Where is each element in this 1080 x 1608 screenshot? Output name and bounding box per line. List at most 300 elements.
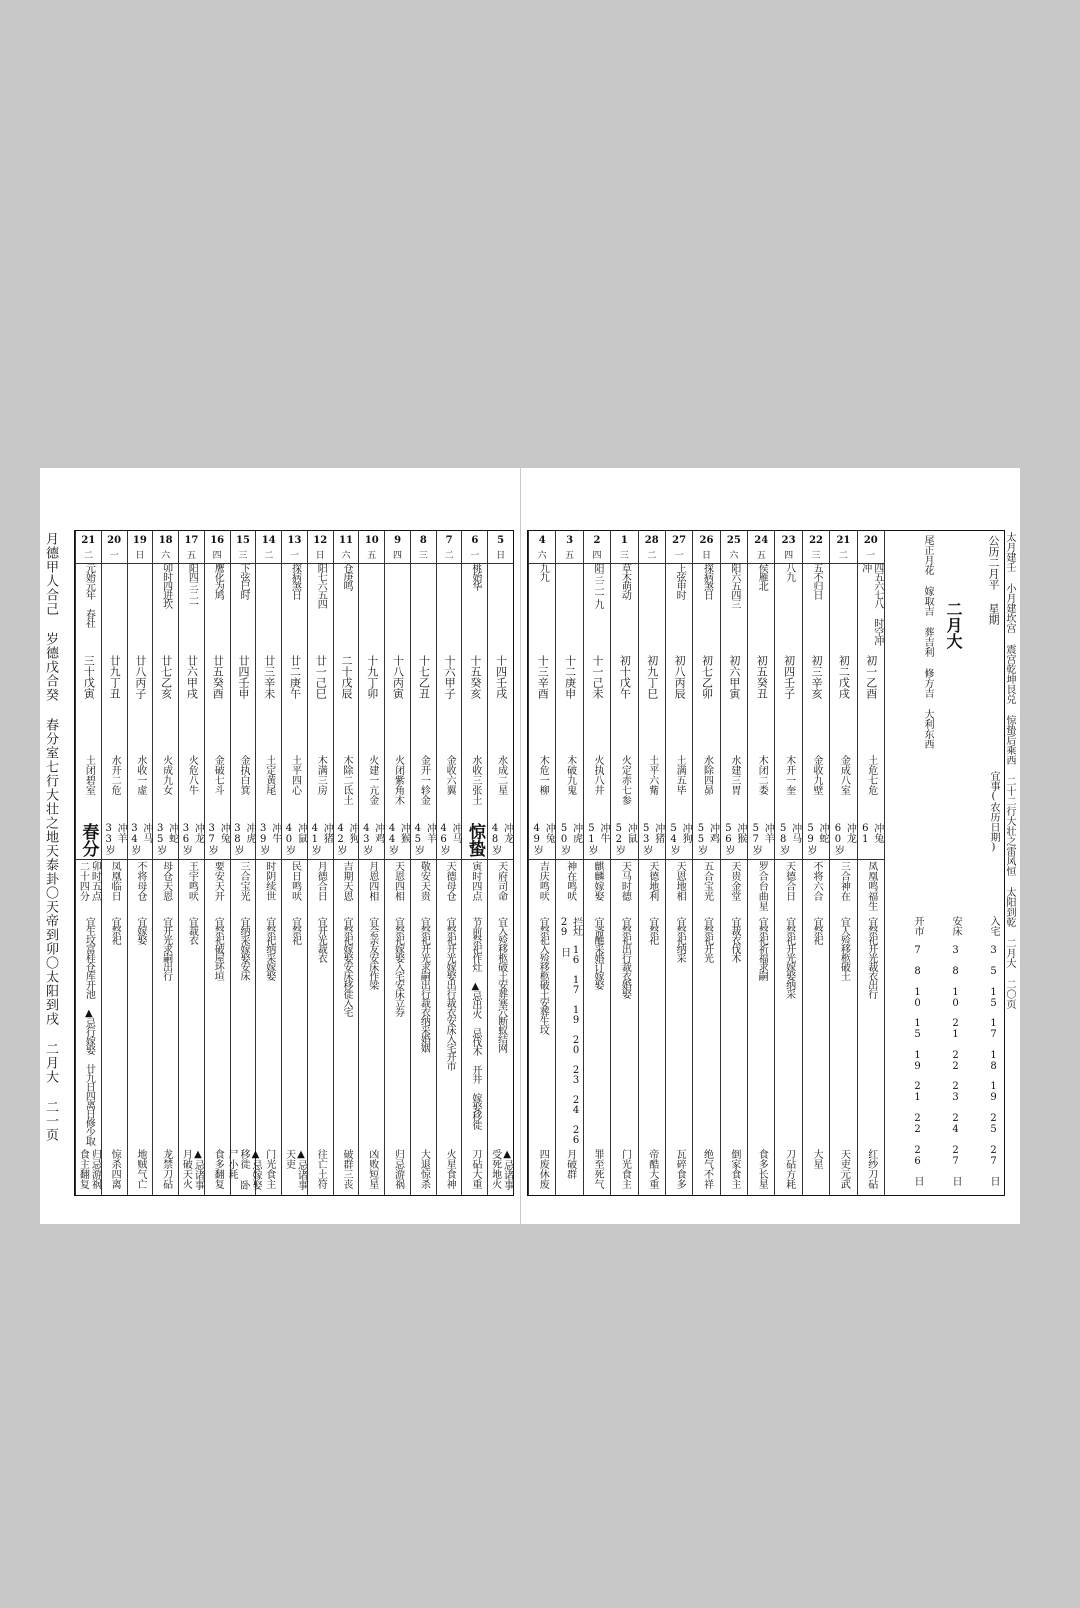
day-deity: 凤凰鸣福生 <box>865 861 877 911</box>
lucky-day-value: 23 <box>950 1081 961 1104</box>
solar-event: 探病煞日 <box>289 563 301 599</box>
lucky-day-value: 3 <box>988 945 999 957</box>
lucky-day-value: 22 <box>912 1112 923 1135</box>
chong-age: 冲马46岁 <box>437 823 462 860</box>
day-number: 26 <box>699 535 714 546</box>
xingxiu: 木危一柳 <box>537 755 549 795</box>
solar-event: 桃始华 <box>469 563 481 590</box>
xingxiu: 水收一虚 <box>134 755 146 795</box>
day-column <box>101 531 127 1195</box>
lucky-day-value: 8 <box>950 965 961 977</box>
day-deity: 时阴续世 <box>263 861 275 901</box>
day-number: 20 <box>107 535 122 546</box>
lucky-day-value: 19 <box>912 1049 923 1072</box>
chong-age: 冲鸡43岁 <box>359 823 384 860</box>
weekday: 五 <box>748 549 774 564</box>
xingxiu: 土平六觜 <box>646 755 658 795</box>
ganzhi-date: 十二庚申 <box>563 655 577 699</box>
solar-event: 仓庚鸣 <box>341 563 353 590</box>
solar-event: 阳三二一九 <box>591 563 603 608</box>
day-column <box>384 531 410 1195</box>
lucky-day-value: 日 <box>950 1176 961 1187</box>
xingxiu: 木除二氐土 <box>341 755 353 805</box>
day-column <box>857 531 884 1195</box>
day-number: 19 <box>132 535 147 546</box>
inauspicious-stars: 凶败短星 <box>366 1149 378 1189</box>
day-column <box>528 531 555 1195</box>
chong-age: 冲羊57岁 <box>748 823 774 860</box>
inauspicious-stars: 地贼气亡 <box>134 1149 146 1189</box>
lucky-days-row <box>965 911 999 1191</box>
lucky-day-value: 8 <box>912 965 923 977</box>
chong-age: 冲兔37岁 <box>205 823 230 860</box>
day-number: 21 <box>81 535 96 546</box>
ganzhi-date: 十六甲子 <box>443 655 457 699</box>
lucky-day-value: 22 <box>950 1049 961 1072</box>
chong-age: 冲狗54岁 <box>666 823 692 860</box>
weekday: 二 <box>830 549 856 564</box>
day-deity: 月德合日 <box>315 861 327 901</box>
solar-event <box>437 563 462 653</box>
ganzhi-date: 初八丙辰 <box>673 655 687 699</box>
solar-event <box>128 563 153 653</box>
solar-event: 探病煞日 <box>701 563 713 599</box>
ganzhi-date: 二十戊辰 <box>340 655 354 699</box>
lucky-day-value: 3 <box>950 945 961 957</box>
lucky-day-value: 26 <box>912 1144 923 1167</box>
day-column <box>410 531 436 1195</box>
lucky-day-value: 18 <box>988 1049 999 1072</box>
xingxiu: 木破九鬼 <box>564 755 576 795</box>
weekday: 五 <box>556 549 582 564</box>
chong-age: 冲猪41岁 <box>308 823 333 860</box>
chong-age: 冲鼠52岁 <box>611 823 637 860</box>
solar-event: 卯时四进坎 <box>160 563 172 608</box>
weekday: 一 <box>666 549 692 564</box>
solar-event <box>556 563 582 653</box>
xingxiu: 木满三房 <box>315 755 327 795</box>
inauspicious-stars: 往亡土符 <box>315 1149 327 1189</box>
almanac-label: 宜事(农历日期) <box>988 771 999 853</box>
chong-age: 冲鼠40岁 <box>282 823 307 860</box>
solar-event <box>359 563 384 653</box>
ganzhi-date: 十七乙丑 <box>417 655 431 699</box>
auspicious-activities: 宜祭祀开光裁衣出行 <box>865 917 877 998</box>
inauspicious-stars: ▲忌诸事 天吏 <box>283 1149 307 1190</box>
auspicious-activities: 宜祭祀嫁娶安床移徙入宅 <box>341 917 353 1016</box>
auspicious-activities: 宜祭祀开光嫁娶出行裁衣安床入宅开市 <box>444 917 456 1070</box>
auspicious-activities: 宜祭祀祈福求嗣 <box>756 917 768 980</box>
day-number: 9 <box>394 535 402 546</box>
day-deity: 三合宝光 <box>237 861 249 901</box>
ganzhi-date: 初九丁巳 <box>645 655 659 699</box>
weekday: 四 <box>385 549 410 564</box>
chong-age: 冲虎38岁 <box>231 823 256 860</box>
weekday: 四 <box>775 549 801 564</box>
day-deity: 要安天开 <box>212 861 224 901</box>
inauspicious-stars: 月破群 <box>564 1149 576 1179</box>
auspicious-activities: 宜开光裁衣 <box>315 917 327 962</box>
lunar-month-title: 二月大 <box>944 601 963 649</box>
day-deity: 民日鸣吠 <box>289 861 301 901</box>
day-column <box>307 531 333 1195</box>
day-number: 1 <box>620 535 628 546</box>
auspicious-activities: 宜裁衣伐木 <box>728 917 740 962</box>
day-number: 11 <box>339 535 353 546</box>
xingxiu: 金执白箕 <box>237 755 249 795</box>
solar-event: 草木萌动 <box>619 563 631 599</box>
weekday: 日 <box>128 549 153 564</box>
month-notes: 尾正月花 嫁取吉 葬吉利 修方吉 大利东西 <box>922 535 933 749</box>
day-number: 27 <box>672 535 687 546</box>
xingxiu: 金收九壁 <box>811 755 823 795</box>
chong-age: 春分 <box>76 823 101 860</box>
day-column <box>358 531 384 1195</box>
weekday: 五 <box>179 549 204 564</box>
weekday: 一 <box>102 549 127 564</box>
inauspicious-stars: 四废休废 <box>537 1149 549 1189</box>
auspicious-activities: 宜祭祀开光求嗣出行裁衣纳采婚姻 <box>418 917 430 1052</box>
xingxiu: 水建三胃 <box>728 755 740 795</box>
lucky-day-value: 27 <box>988 1144 999 1167</box>
ganzhi-date: 初十戊午 <box>618 655 632 699</box>
ganzhi-date: 廿八丙子 <box>133 655 147 699</box>
day-number: 17 <box>184 535 199 546</box>
day-number: 20 <box>863 535 878 546</box>
chong-age: 冲猪53岁 <box>639 823 665 860</box>
day-column <box>436 531 462 1195</box>
xingxiu: 水成二星 <box>495 755 507 795</box>
inauspicious-stars: ▲忌嫁娶移徙 卧尸小耗 <box>225 1149 261 1190</box>
ganzhi-date: 十一己未 <box>590 655 604 699</box>
day-number: 15 <box>235 535 250 546</box>
xingxiu: 火危八牛 <box>186 755 198 795</box>
lucky-days-row <box>889 911 923 1191</box>
lucky-day-value: 开市 <box>912 915 923 936</box>
chong-age: 冲马34岁 <box>128 823 153 860</box>
lucky-day-value: 7 <box>912 945 923 957</box>
right-almanac-table <box>527 530 1005 1196</box>
auspicious-activities: 宜嫁娶 <box>134 917 146 944</box>
lucky-day-value: 安床 <box>950 915 961 936</box>
solar-event: 阳七六五四 <box>315 563 327 608</box>
solar-event <box>830 563 856 653</box>
inauspicious-stars: 破群三丧 <box>341 1149 353 1189</box>
day-column <box>692 531 719 1195</box>
chong-age: 冲狗42岁 <box>334 823 359 860</box>
left-almanac-table <box>74 530 514 1196</box>
solar-event: 阳四三二一 <box>186 563 198 608</box>
chong-age: 冲兔61 <box>858 823 884 860</box>
xingxiu: 土满五毕 <box>674 755 686 795</box>
solar-event: 五不归日 <box>811 563 823 599</box>
day-column <box>638 531 665 1195</box>
weekday: 六 <box>529 549 555 564</box>
day-column <box>127 531 153 1195</box>
ganzhi-date: 廿九丁丑 <box>108 655 122 699</box>
inauspicious-stars: 刀砧方耗 <box>783 1149 795 1189</box>
day-deity: 王宇鸣吠 <box>186 861 198 901</box>
solar-event <box>102 563 127 653</box>
day-deity: 卯时五点 二十四分 <box>77 861 101 901</box>
day-column <box>333 531 359 1195</box>
day-column <box>720 531 747 1195</box>
ganzhi-date: 初二戊戌 <box>837 655 851 699</box>
day-deity: 五合宝光 <box>701 861 713 901</box>
solar-event: 侯雁北 <box>756 563 768 590</box>
lucky-days-row <box>927 911 961 1191</box>
lucky-day-value: 10 <box>912 986 923 1009</box>
day-deity: 不将母仓 <box>134 861 146 901</box>
day-deity: 吉期天恩 <box>341 861 353 901</box>
weekday: 六 <box>334 549 359 564</box>
weekday: 一 <box>858 549 884 564</box>
solar-event: 下弦巳时 <box>237 563 249 599</box>
day-deity: 寅时四点 <box>469 861 481 901</box>
day-deity: 天德地利 <box>646 861 658 901</box>
weekday: 五 <box>359 549 384 564</box>
day-deity: 凤凰临日 <box>109 861 121 901</box>
day-deity: 麒麟嫁娶 <box>591 861 603 901</box>
inauspicious-stars: 门光食主 <box>263 1149 275 1189</box>
auspicious-activities: 宜生坟富桂仓库开池 ▲忌行嫁娶 廿九日四离日修少取 <box>83 917 95 1145</box>
day-column <box>204 531 230 1195</box>
day-deity: 不将六合 <box>811 861 823 901</box>
inauspicious-stars: 绝气不祥 <box>701 1149 713 1189</box>
solar-event: 阳六五四三 <box>728 563 740 608</box>
auspicious-activities: 宜祭祀 <box>109 917 121 944</box>
ganzhi-date: 三十戊寅 <box>82 655 96 699</box>
left-page <box>40 468 520 1224</box>
weekday: 二 <box>437 549 462 564</box>
chong-age: 冲龙60岁 <box>830 823 856 860</box>
day-column <box>281 531 307 1195</box>
ganzhi-date: 十四壬戌 <box>494 655 508 699</box>
auspicious-activities: 拦灶 16 17 19 20 23 24 26 29 日 <box>558 917 582 1145</box>
day-number: 13 <box>287 535 302 546</box>
day-number: 4 <box>538 535 546 546</box>
ganzhi-date: 十八丙寅 <box>391 655 405 699</box>
lucky-day-value: 日 <box>912 1176 923 1187</box>
day-number: 24 <box>754 535 769 546</box>
auspicious-activities: 宜人殓移柩破土 <box>838 917 850 980</box>
day-deity: 三合神在 <box>838 861 850 901</box>
ganzhi-date: 廿五癸酉 <box>211 655 225 699</box>
weekday: 四 <box>205 549 230 564</box>
day-deity: 吉庆鸣吠 <box>537 861 549 901</box>
day-deity: 天德合日 <box>783 861 795 901</box>
day-deity: 天马时德 <box>619 861 631 901</box>
lucky-day-value: 入宅 <box>988 915 999 936</box>
xingxiu: 金成八室 <box>838 755 850 795</box>
xingxiu: 火成九女 <box>160 755 172 795</box>
lucky-day-value: 17 <box>988 1018 999 1041</box>
auspicious-activities: 宜祭祀纳采嫁娶 <box>263 917 275 980</box>
chong-age: 冲羊45岁 <box>411 823 436 860</box>
auspicious-activities: 宜祭祀开光 <box>701 917 713 962</box>
weekday: 六 <box>721 549 747 564</box>
auspicious-activities: 宜祭祀出行裁衣婚娶 <box>619 917 631 998</box>
xingxiu: 土危七危 <box>865 755 877 795</box>
chong-age: 冲牛51岁 <box>584 823 610 860</box>
weekday: 三 <box>231 549 256 564</box>
right-side-margin: 太月建壬 小月建坎宫 震宫乾坤艮兑 惊蛰后乘西 二十二行大壮之雷风恒 太阳到乾 二月大 二〇页 <box>1004 532 1015 1009</box>
day-column <box>255 531 281 1195</box>
chong-age: 冲羊33岁 <box>102 823 127 860</box>
day-number: 14 <box>261 535 276 546</box>
day-number: 2 <box>593 535 601 546</box>
auspicious-activities: 宜祭祀 <box>646 917 658 944</box>
chong-age: 冲龙36岁 <box>179 823 204 860</box>
left-footer-margin: 月德甲人合己 岁德戊合癸 春分室七行大壮之地天泰卦〇天帝到卯〇太阳到戌 二月大 二一页 <box>43 532 58 1142</box>
solar-event <box>639 563 665 653</box>
xingxiu: 水开二危 <box>109 755 121 795</box>
day-deity: 罗合台曲星 <box>756 861 768 911</box>
chong-age: 冲兔49岁 <box>529 823 555 860</box>
lucky-day-value: 21 <box>912 1081 923 1104</box>
ganzhi-date: 廿三辛未 <box>262 655 276 699</box>
weekday: 二 <box>76 549 101 564</box>
xingxiu: 木闭二娄 <box>756 755 768 795</box>
auspicious-activities: 宜祭祀 <box>811 917 823 944</box>
ganzhi-date: 初六甲寅 <box>727 655 741 699</box>
day-deity: 天府司命 <box>495 861 507 901</box>
solar-event <box>256 563 281 653</box>
auspicious-activities: 宜斋醮采婚订嫁娶 <box>591 917 603 989</box>
day-number: 25 <box>726 535 741 546</box>
xingxiu: 金破七斗 <box>212 755 224 795</box>
inauspicious-stars: 天吏元武 <box>838 1149 850 1189</box>
inauspicious-stars: 门光食主 <box>619 1149 631 1189</box>
day-number: 16 <box>210 535 225 546</box>
chong-age: 惊蛰 <box>462 823 487 860</box>
auspicious-activities: 宜祭祀纳采 <box>674 917 686 962</box>
inauspicious-stars: 归忌游祸 食主翻复 <box>77 1149 101 1189</box>
right-page <box>521 468 1020 1224</box>
ganzhi-date: 十三辛酉 <box>536 655 550 699</box>
chong-age: 冲猴56岁 <box>721 823 747 860</box>
solar-event <box>488 563 513 653</box>
lucky-day-value: 5 <box>988 965 999 977</box>
ganzhi-date: 十五癸亥 <box>468 655 482 699</box>
solar-event: 八九 <box>783 563 795 581</box>
weekday: 二 <box>256 549 281 564</box>
day-number: 22 <box>809 535 823 546</box>
chong-age: 冲蛇59岁 <box>803 823 829 860</box>
day-column <box>583 531 610 1195</box>
solar-event: 鹰化为鸠 <box>212 563 224 599</box>
xingxiu: 火执八井 <box>591 755 603 795</box>
auspicious-activities: 宜祭祀开光嫁娶纳采 <box>783 917 795 998</box>
day-deity: 天贵金堂 <box>728 861 740 901</box>
day-column <box>555 531 582 1195</box>
weekday: 四 <box>584 549 610 564</box>
inauspicious-stars: 红纱刀砧 <box>865 1149 877 1189</box>
chong-age: 冲蛇35岁 <box>153 823 178 860</box>
weekday: 一 <box>282 549 307 564</box>
lucky-day-value: 15 <box>988 986 999 1009</box>
inauspicious-stars: 龙禁刀砧 <box>160 1149 172 1189</box>
day-column <box>178 531 204 1195</box>
day-number: 28 <box>644 535 659 546</box>
solar-event: 四五六七八 时空冲冲 <box>859 563 883 645</box>
inauspicious-stars: 大退惊杀 <box>418 1149 430 1189</box>
xingxiu: 火定赤七参 <box>619 755 631 805</box>
inauspicious-stars: 倒家食主 <box>728 1149 740 1189</box>
chong-age: 冲马58岁 <box>775 823 801 860</box>
weekday: 六 <box>153 549 178 564</box>
solar-event: 九九 <box>537 563 549 581</box>
xingxiu: 木开一奎 <box>783 755 795 795</box>
solar-event <box>411 563 436 653</box>
day-number: 5 <box>497 535 505 546</box>
day-number: 10 <box>364 535 379 546</box>
inauspicious-stars: 罪至死气 <box>591 1149 603 1189</box>
day-number: 7 <box>445 535 453 546</box>
chong-age: 冲猴44岁 <box>385 823 410 860</box>
day-number: 6 <box>471 535 479 546</box>
lucky-day-value: 10 <box>950 986 961 1009</box>
auspicious-activities: 宜开光求嗣出行 <box>160 917 172 980</box>
lucky-day-value: 27 <box>950 1144 961 1167</box>
day-deity: 天恩地相 <box>674 861 686 901</box>
inauspicious-stars: 大星 <box>811 1149 823 1169</box>
weekday: 日 <box>308 549 333 564</box>
chong-age: 冲牛39岁 <box>256 823 281 860</box>
xingxiu: 水收三张土 <box>469 755 481 805</box>
xingxiu: 土平四心 <box>289 755 301 795</box>
xingxiu: 金开一轸金 <box>418 755 430 805</box>
auspicious-activities: 宜裁衣 <box>186 917 198 944</box>
weekday: 三 <box>803 549 829 564</box>
inauspicious-stars: 惊杀四离 <box>109 1149 121 1189</box>
ganzhi-date: 廿二庚午 <box>288 655 302 699</box>
inauspicious-stars: ▲忌诸事 受死地火 <box>489 1149 513 1190</box>
ganzhi-date: 廿四壬申 <box>236 655 250 699</box>
day-number: 21 <box>836 535 851 546</box>
xingxiu: 火建一亢金 <box>366 755 378 805</box>
solar-event: 上弦申时 <box>674 563 686 599</box>
inauspicious-stars: 归忌游祸 <box>392 1149 404 1189</box>
inauspicious-stars: ▲忌诸事 月破天火 <box>180 1149 204 1190</box>
weekday: 三 <box>411 549 436 564</box>
ganzhi-date: 廿六甲戌 <box>185 655 199 699</box>
xingxiu: 火闭紫角木 <box>392 755 404 805</box>
lucky-day-value: 25 <box>988 1112 999 1135</box>
auspicious-activities: 宜祭祀入殓移柩破土安葬生坟 <box>537 917 549 1034</box>
lucky-day-value: 15 <box>912 1018 923 1041</box>
day-number: 18 <box>158 535 173 546</box>
inauspicious-stars: 刀砧大重 <box>469 1149 481 1189</box>
auspicious-activities: 宜祭祀嫁娶入宅安床立券 <box>392 917 404 1016</box>
day-deity: 月恩四相 <box>366 861 378 901</box>
day-column <box>225 531 261 1195</box>
inauspicious-stars: 食多长星 <box>756 1149 768 1189</box>
day-number: 12 <box>313 535 328 546</box>
month-header <box>884 531 1005 1195</box>
day-number: 23 <box>781 535 796 546</box>
inauspicious-stars: 火星食神 <box>444 1149 456 1189</box>
day-column <box>829 531 856 1195</box>
solar-event <box>385 563 410 653</box>
inauspicious-stars: 食多翻复 <box>212 1149 224 1189</box>
chong-age: 冲龙48岁 <box>488 823 513 860</box>
day-column <box>461 531 487 1195</box>
day-column <box>774 531 801 1195</box>
ganzhi-date: 初四壬子 <box>782 655 796 699</box>
ganzhi-date: 十九丁卯 <box>365 655 379 699</box>
lucky-day-value: 日 <box>988 1176 999 1187</box>
